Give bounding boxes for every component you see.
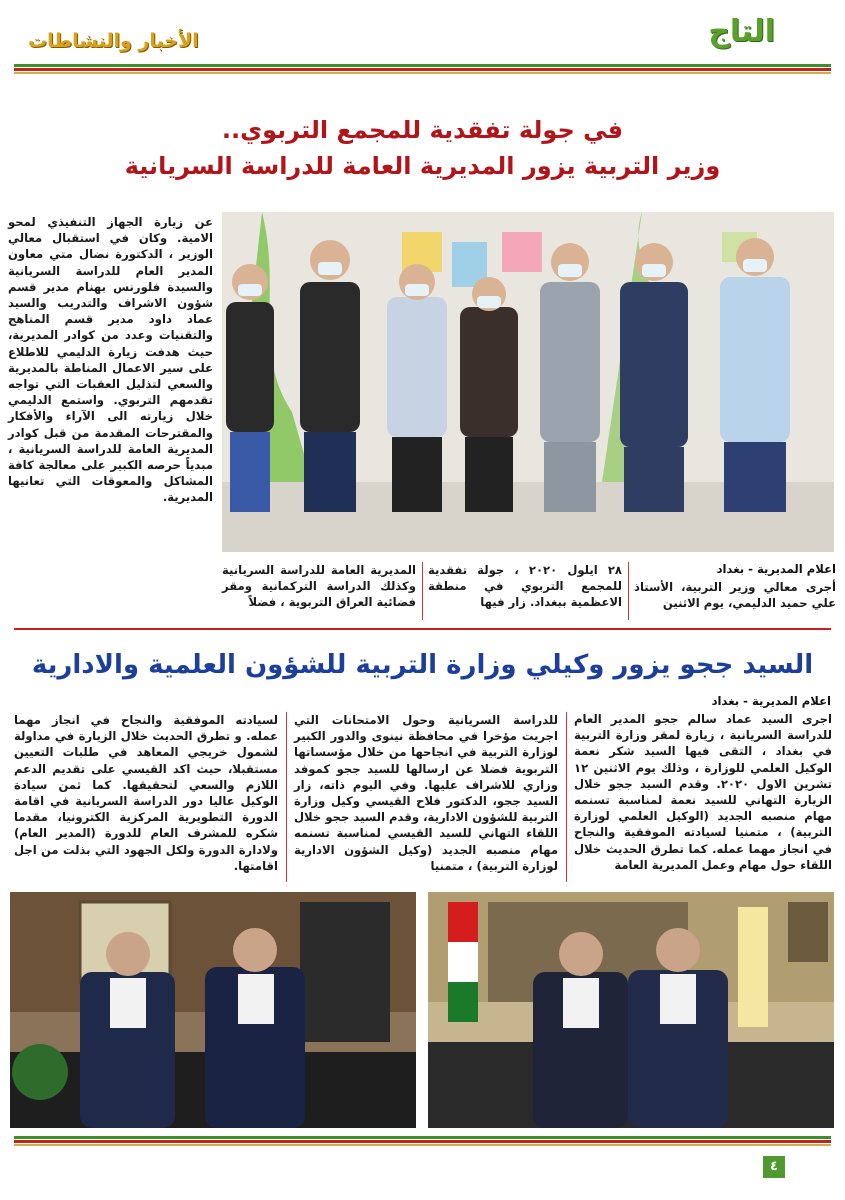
article2-column-3: لسيادته الموفقية والنجاح في انجاز مهما عمله. و تطرق الحديث خلال الزيارة في مداولة لشمول خريجي المعاهد في طلبات التعيين مستقبلا، حيث اكد القيسي على تقديم الدعم اللازم والسعي لتحقيقها. كما ثمن سيادة الوكيل عاليا دور الدراسة السريانية في اقامة الدورة التطويرية المركزية الكترونيا، مقدما شكره للمشرف العام للدورة (المدير العام) ولادارة الدورة ولكل الجهود التي بذلت من اجل اقامتها. bbox=[14, 713, 278, 873]
masthead-rule-gold bbox=[14, 72, 831, 74]
page-number: ٤ bbox=[763, 1156, 785, 1178]
article1-column-middle: ٢٨ ايلول ٢٠٢٠ ، جولة تفقدية للمجمع التربوي في منطقة الاعظمية ببغداد. زار فيها bbox=[428, 563, 622, 610]
footer-rule-green bbox=[14, 1136, 831, 1139]
article2-headline: السيد ججو يزور وكيلي وزارة التربية للشؤون العلمية والادارية bbox=[31, 650, 814, 680]
article1-column-left: المديرية العامة للدراسة السريانية وكذلك الدراسة التركمانية ومقر فضائية العراق التربوية ، فضلاً bbox=[222, 563, 416, 610]
masthead-logo: التاج bbox=[708, 14, 775, 49]
footer-rule-red bbox=[14, 1140, 831, 1143]
article1-group-photo bbox=[222, 212, 834, 552]
article1-column-right: أجرى معالي وزير التربية، الأستاذ علي حميد الدليمي، يوم الاثنين bbox=[634, 580, 836, 611]
article1-byline: اعلام المديرية - بغداد bbox=[716, 562, 836, 576]
article2-column-1: اجرى السيد عماد سالم ججو المدير العام للدراسة السريانية ، زيارة لمقر وزارة التربية في بغداد ، التقى فيها السيد شكر نعمة الوكيل العلمي للوزارة ، وذلك يوم الاثنين ١٢ تشرين الاول ٢٠٢٠. وقدم السيد ججو خلال الزيارة التهاني للسيد نعمة لمناسبة تسنمه مهام منصبه الجديد (الوكيل العلمي لوزارة التربية) ، متمنيا لسيادته الموفقية والنجاح في انجاز مهما عمله. كما تطرق الحديث خلال اللقاء حول مهام وعمل المديرية العامة bbox=[574, 712, 832, 872]
article2-photo-left bbox=[10, 892, 416, 1128]
column-divider bbox=[286, 712, 287, 882]
column-divider bbox=[628, 562, 629, 620]
article1-side-column: عن زيارة الجهاز التنفيذي لمحو الامية. وكان في استقبال معالي الوزير ، الدكتورة نضال متي معاون المدير العام للدراسة السريانية والسيدة فلورنس بهنام مدير قسم شؤون الاشراف والتدريب والسيد عماد داود مدير قسم المناهج والتقنيات وعدد من كوادر المديرية، حيث هدفت زيارة الدليمي للاطلاع على سير الاعمال المناطة بالمديرية والسعي لتذليل العقبات التي تواجه تقدمهم التربوي. واستمع الدليمي خلال زيارته الى الآراء والأفكار والمقترحات المقدمة من قبل كوادر المديرية العامة للدراسة السريانية ، مبدياً حرصه الكبير على معالجة كافة المشاكل والمعوقات التي تعانيها المديرية. bbox=[8, 215, 213, 505]
masthead-rule-green bbox=[14, 64, 831, 67]
group-photo-illustration bbox=[222, 212, 834, 552]
office-meeting-illustration bbox=[428, 892, 834, 1128]
office-meeting-illustration bbox=[10, 892, 416, 1128]
article2-photo-right bbox=[428, 892, 834, 1128]
column-divider bbox=[566, 712, 567, 882]
article1-headline-line2: وزير التربية يزور المديرية العامة للدراسة السريانية bbox=[124, 152, 721, 180]
masthead-rule-red bbox=[14, 68, 831, 71]
article2-byline: اعلام المديرية - بغداد bbox=[711, 694, 831, 708]
article1-headline-line1: في جولة تفقدية للمجمع التربوي.. bbox=[221, 116, 624, 144]
section-title: الأخبار والنشاطات bbox=[28, 30, 199, 52]
article2-column-2: للدراسة السريانية وحول الامتحانات التي اجريت مؤخرا في محافظة نينوى والدور الكبير لوزارة التربية في انجاحها من خلال مؤسساتها التربوية فضلا عن ارسالها للسيد ججو كموفد وزاري للاشراف عليها. وفي اليوم ذاته، زار السيد ججو، الدكتور فلاح القيسي وكيل وزارة التربية للشؤون الادارية، وقدم السيد ججو خلال اللقاء التهاني للسيد القيسي لمناسبة تسنمه مهام منصبه الجديد (وكيل الشؤون الادارية لوزارة التربية) ، متمنيا bbox=[294, 713, 558, 873]
footer-rule-gold bbox=[14, 1144, 831, 1146]
article-separator bbox=[14, 628, 831, 630]
column-divider bbox=[422, 562, 423, 620]
